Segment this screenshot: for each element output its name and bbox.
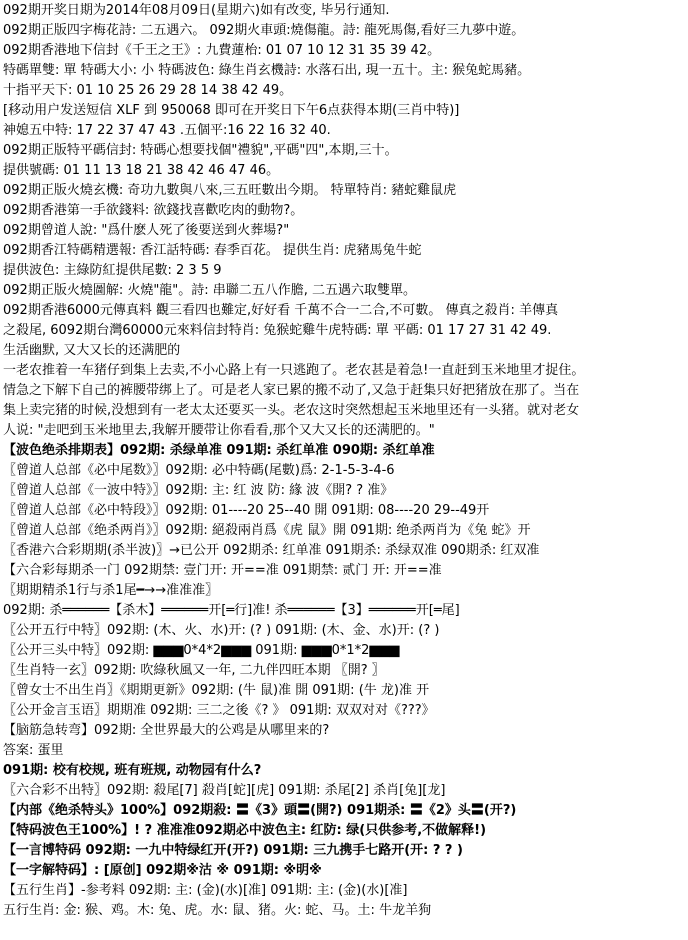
text-line: 生活幽默, 又大又长的还满肥的 xyxy=(3,343,181,358)
text-line: 092期正版火燒玄機: 奇功九數與八來,三五旺數出今期。 特單特肖: 豬蛇雞鼠虎 xyxy=(3,183,457,198)
text-line: 〖公开三头中特〗092期: ▆▆▆0*4*2▆▆▆ 091期: ▆▆▆0*1*2▆▆▆ xyxy=(3,643,400,658)
text-line: 091期: 校有校规, 班有班规, 动物园有什么? xyxy=(3,763,262,778)
text-line: 【一言博特码 092期: 一九中特绿红开(开?) 091期: 三九携手七路开(开: ? ? ) xyxy=(3,843,463,858)
text-line: 〖生肖特一玄〗092期: 吹綠秋風又一年, 二九伴四旺本期 〖開? 〗 xyxy=(3,663,385,678)
text-line: 【内部《绝杀特头》100%】092期殺: 〓《3》頭〓(開?) 091期杀: 〓《2》头〓(开?) xyxy=(3,803,517,818)
text-line: 〖香港六合彩期期(杀半波)〗→已公开 092期杀: 红单准 091期杀: 杀绿双准 090期杀: 红双准 xyxy=(3,543,540,558)
text-line: 人说: "走吧到玉米地里去,我解开腰带让你看看,那个又大又长的还满肥的。" xyxy=(3,423,435,438)
text-line: 〖曾道人总部《绝杀两肖》〗092期: 絕殺兩肖爲《虎 鼠》開 091期: 绝杀两肖为《兔 蛇》开 xyxy=(3,523,531,538)
text-line: 【脑筋急转弯】092期: 全世界最大的公鸡是从哪里来的? xyxy=(3,723,330,738)
text-line: 092期香港第一手欲錢料: 欲錢找喜歡吃肉的動物?。 xyxy=(3,203,304,218)
text-line: 〖公开金言玉语〗期期准 092期: 三二之後《? 》 091期: 双双对对《???》 xyxy=(3,703,435,718)
text-line: 092期正版四字梅花詩: 二五遇六。 092期火車頭:燒傷龍。詩: 龍死馬傷,看好三九夢中遊。 xyxy=(3,23,525,38)
text-line: 情急之下解下自己的裤腰带绑上了。可是老人家已累的搬不动了,又急于赶集只好把猪放在那了。当在 xyxy=(3,383,580,398)
text-line: 〖六合彩不出特〗092期: 殺尾[7] 殺肖[蛇][虎] 091期: 杀尾[2] 杀肖[兔][龙] xyxy=(3,783,446,798)
text-line: 092期香港6000元傳真料 觀三看四也難定,好好看 千萬不合一二合,不可數。 傳真之殺肖: 羊傳真 xyxy=(3,303,559,318)
text-line: 〖期期精杀1行与杀1尾━→→准准准〗 xyxy=(3,583,219,598)
text-line: [移动用户发送短信 XLF 到 950068 即可在开奖日下午6点获得本期(三肖中特)] xyxy=(3,103,460,118)
text-line: 【波色绝杀排期表】092期: 杀绿单准 091期: 杀红单准 090期: 杀红单准 xyxy=(3,443,435,458)
text-line: 答案: 蛋里 xyxy=(3,743,64,758)
text-line: 提供號碼: 01 11 13 18 21 38 42 46 47 46。 xyxy=(3,163,280,178)
text-line: 十指平天下: 01 10 25 26 29 28 14 38 42 49。 xyxy=(3,83,293,98)
text-line: 092期开奖日期为2014年08月09日(星期六)如有改变, 毕另行通知. xyxy=(3,3,390,18)
text-line: 092期曾道人說: "爲什麽人死了後要送到火葬場?" xyxy=(3,223,290,238)
text-line: 092期正版火燒圖解: 火燒"龍"。詩: 串聯二五八作膽, 二五遇六取雙單。 xyxy=(3,283,417,298)
text-line: 092期: 杀══════【杀木】══════开[═行]准! 杀══════【3】══════开[═尾] xyxy=(3,603,460,618)
text-line: 一老农推着一车猪仔到集上去卖,不小心路上有一只逃跑了。老农甚是着急!一直赶到玉米地里才捉住。 xyxy=(3,363,585,378)
text-line: 〖曾道人总部《必中尾数》〗092期: 必中特碼(尾數)爲: 2-1-5-3-4-6 xyxy=(3,463,395,478)
text-line: 092期正版特平碼信封: 特碼心想要找個"禮貌",平碼"四",本期,三十。 xyxy=(3,143,398,158)
text-line: 【六合彩每期杀一门 092期禁: 壹门开: 开==准 091期禁: 贰门 开: 开==准 xyxy=(3,563,442,578)
text-line: 〖公开五行中特〗092期: (木、火、水)开: (? ) 091期: (木、金、水)开: (? ) xyxy=(3,623,440,638)
text-line: 【五行生肖】-参考料 092期: 主: (金)(水)[准] 091期: 主: (金)(水)[准] xyxy=(3,883,408,898)
text-line: 提供波色: 主綠防紅提供尾數: 2 3 5 9 xyxy=(3,263,222,278)
text-line: 【一字解特码】: [原创] 092期※沽 ※ 091期: ※明※ xyxy=(3,863,322,878)
text-line: 〖曾女士不出生肖〗《期期更新》092期: (牛 鼠)准 開 091期: (牛 龙)准 开 xyxy=(3,683,430,698)
text-line: 092期香港地下信封《千王之王》: 九費蓮枱: 01 07 10 12 31 35 39 42。 xyxy=(3,43,441,58)
text-line: 【特码波色王100%】! ? 准准准092期必中波色主: 红防: 绿(只供参考,不做解释!) xyxy=(3,823,487,838)
text-line: 〖曾道人总部《一波中特》〗092期: 主: 红 波 防: 緣 波《開? ? 准》 xyxy=(3,483,394,498)
text-line: 之殺尾, 6092期台灣60000元來料信封特肖: 兔猴蛇雞牛虎特碼: 單 平碼: 01 17 27 31 42 49. xyxy=(3,323,552,338)
text-line: 神媳五中特: 17 22 37 47 43 .五個平:16 22 16 32 40. xyxy=(3,123,331,138)
text-line: 集上卖完猪的时候,没想到有一老太太还要买一头。老农这时突然想起玉米地里还有一头猪。就对老女 xyxy=(3,403,580,418)
text-line: 五行生肖: 金: 猴、鸡。木: 兔、虎。水: 鼠、猪。火: 蛇、马。土: 牛龙羊狗 xyxy=(3,903,432,918)
text-line: 092期香江特碼精選報: 香江話特碼: 春季百花。 提供生肖: 虎豬馬兔牛蛇 xyxy=(3,243,422,258)
text-line: 特碼單雙: 單 特碼大小: 小 特碼波色: 綠生肖玄機詩: 水落石出, 現一五十。主: 猴兔蛇馬豬。 xyxy=(3,63,531,78)
text-line: 〖曾道人总部《必中特段》〗092期: 01----20 25--40 開 091期: 08----20 29--49开 xyxy=(3,503,490,518)
